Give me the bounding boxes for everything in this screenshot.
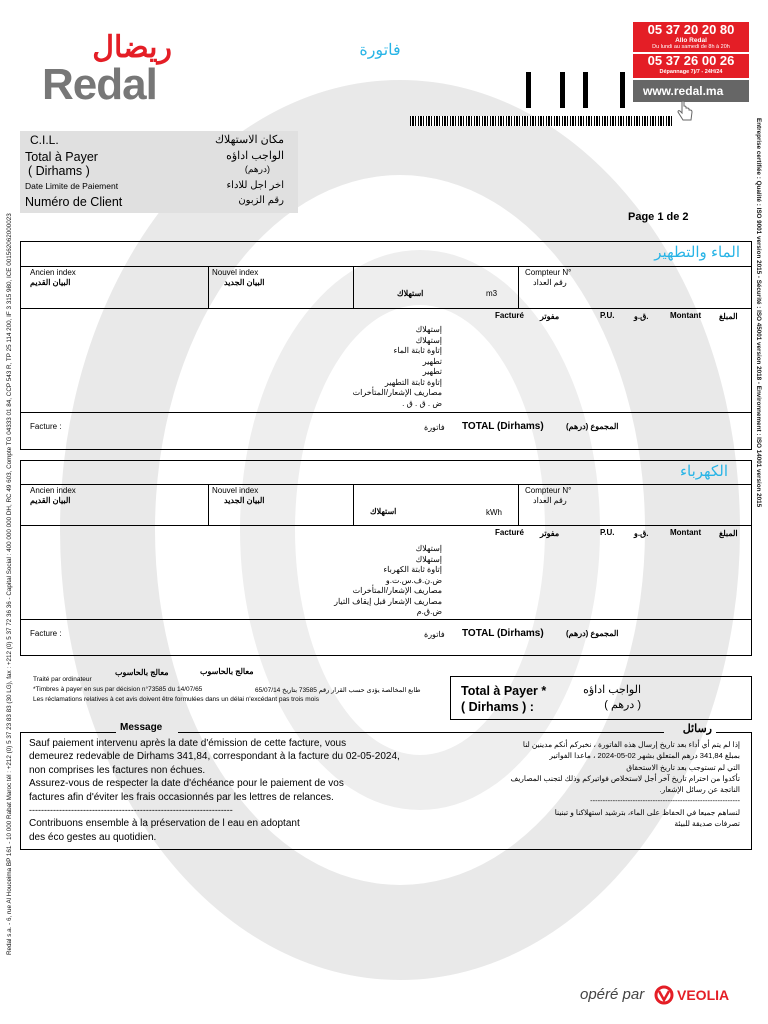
divider [20,525,751,526]
divider [518,266,519,308]
divider [20,266,751,267]
phone-hours-1: Du lundi au samedi de 8h à 20h [652,44,730,50]
due-date-label-ar: اخر اجل للاداء [226,180,284,191]
total-payable-label-ar-sub: ( درهم ) [604,699,641,711]
contact-phone-box-2 [633,54,749,78]
message-line-ar: التي لم تستوجب بعد تاريخ الاستحقاق [626,762,740,772]
cil-label: C.I.L. [30,133,59,147]
water-meter-label-ar: رقم العداد [533,278,567,287]
logo-latin: Redal [42,60,157,109]
computer-processed-note-ar: معالج بالحاسوب [115,668,169,677]
water-col-billed-ar: مفوتر [540,312,560,321]
message-line-ar: لنساهم جميعا في الحفاظ على الماء، بترشيد استهلاكنا و تبنينا [554,807,740,817]
water-old-index-label: Ancien index [30,268,76,277]
divider [20,484,751,485]
water-old-index-label-ar: البيان القديم [30,278,71,287]
divider [20,412,751,413]
electricity-old-index-label: Ancien index [30,486,76,495]
divider [716,732,751,733]
side-legal-text: Redal s.a. - 6, rue Al Houceima BP 161 - 10 000 Rabat Maroc tél : +212 (0) 5 37 23 83 83 (30 LG), fax : +212 (0) 5 37 72 36 36 - Capital Social : 400 000 000 DH, RC 49 603, Compte TG 04333 01 84, CCP 543 R, TP 25 114 200, IF 3 315 980, ICE 001562062000023 [6,213,13,955]
operator-prefix: opéré par [580,986,645,1003]
document-title: فاتورة [359,42,401,59]
water-line-items [300,325,442,409]
divider [20,308,751,309]
message-line: Sauf paiement intervenu après la date d'émission de cette facture, vous [29,738,347,749]
list-item: مصاريف الإشعار/المتأخرات [352,586,442,595]
electricity-total-label: TOTAL (Dirhams) [462,628,544,639]
total-label-sub: ( Dirhams ) [28,164,90,178]
client-info-box [20,131,298,213]
list-item: ض.ن.ف.س.ت.و [385,575,442,585]
electricity-col-amount: Montant [670,528,702,537]
list-item: مصاريف الإشعار/المتأخرات [352,388,442,397]
message-line: factures afin d'éviter les frais occasionnés par les lettres de relances. [29,791,334,803]
list-item: ض.ق.م [416,607,442,616]
operator-name: VEOLIA [677,987,730,1003]
claims-note: Les réclamations relatives à cet avis doivent être formulées dans un délai n'excédant pas trois mois [33,696,319,703]
message-line-ar: تأكدوا من احترام تاريخ آخر أجل لاستخلاص فواتيركم وذلك لتجنب المصاريف [510,773,740,783]
electricity-consumption-label-ar: استهلاك [370,507,397,516]
phone-number-2: 05 37 26 00 26 [647,53,735,68]
electricity-col-billed-ar: مفوتر [540,529,560,538]
list-item: إستهلاك [415,544,442,553]
total-payable-box [450,676,752,720]
computer-processed-note-ar-2: معالج بالحاسوب [200,667,254,676]
phone-number-1: 05 37 20 20 80 [647,22,735,37]
computer-processed-note: Traité par ordinateur [33,676,92,683]
electricity-old-index-label-ar: البيان القديم [30,496,71,505]
electricity-facture-label: Facture : [30,629,62,638]
message-line-ar: ------------------------------------------------------------ [590,796,740,806]
client-number-label: Numéro de Client [25,195,123,209]
electricity-meter-label: Compteur N° [525,486,572,495]
contact-phone-box-1 [633,22,749,52]
list-item: مصاريف الإشعار قبل إيقاف التيار [334,596,442,606]
divider [20,619,751,620]
water-new-index-label-ar: البيان الجديد [224,278,265,287]
total-label-ar: الواجب اداؤه [226,150,284,162]
total-label-ar-sub: (درهم) [244,164,270,174]
water-consumption-label-ar: استهلاك [397,289,424,298]
website-text: www.redal.ma [643,84,724,98]
total-label: Total à Payer [25,150,98,164]
barcode-large [520,72,632,110]
stamp-note-ar: طابع المخالصة يؤدى حسب القرار رقم 73585 بتاريخ 65/07/14 [255,687,421,694]
list-item: تطهير [422,367,442,376]
electricity-total-label-ar: المجموع (درهم) [566,629,619,638]
logo-arabic: ريضال [92,31,172,64]
message-line: non comprises les factures non échues. [29,764,206,776]
message-line: demeurez redevable de Dirhams 341,84, correspondant à la facture du 02-05-2024, [29,751,400,763]
electricity-unit: kWh [486,508,502,517]
divider [208,266,209,308]
message-french [29,737,400,844]
divider [178,732,664,733]
stamp-note: *Timbres à payer en sus par décision n°73585 du 14/07/65 [33,686,203,693]
electricity-new-index-label-ar: البيان الجديد [224,496,265,505]
message-line-ar: إذا لم يتم أي أداء بعد تاريخ إرسال هذه الفاتورة ، نخبركم أنكم مدينين لنا [522,740,740,749]
electricity-new-index-label: Nouvel index [212,486,259,495]
water-total-label-ar: المجموع (درهم) [566,422,619,431]
total-payable-label-sub: ( Dirhams ) : [461,700,534,714]
operator-credit [578,984,748,1008]
water-col-amount-ar: المبلغ [719,312,738,321]
electricity-meter-label-ar: رقم العداد [533,496,567,505]
water-new-index-label: Nouvel index [212,268,259,277]
list-item: إتاوة ثابتة الماء [393,346,442,355]
cil-label-ar: مكان الاستهلاك [214,134,284,146]
message-arabic [460,739,740,829]
electricity-col-billed: Facturé [495,528,524,537]
water-section-title: الماء والتطهير [654,244,740,261]
water-col-billed: Facturé [495,311,524,320]
electricity-col-amount-ar: المبلغ [719,529,738,538]
total-payable-label: Total à Payer * [461,684,547,698]
electricity-col-pu: P.U. [600,528,615,537]
phone-label-2: Dépannage 7j/7 - 24H/24 [659,69,723,75]
barcode-small [410,116,672,126]
electricity-section-title: الكهرباء [679,463,728,480]
list-item: تطهير [422,356,442,366]
due-date-label: Date Limite de Paiement [25,181,119,191]
list-item: إستهلاك [415,325,442,334]
message-line: -------------------------------------------------------------------- [29,805,233,816]
water-facture-label-ar: فاتورة [424,423,445,432]
electricity-facture-label-ar: فاتورة [424,630,445,639]
message-line: des éco gestes au quotidien. [29,831,157,843]
phone-label-1: Allo Redal [675,37,707,44]
divider [353,484,354,525]
message-line: Contribuons ensemble à la préservation de l eau en adoptant [29,818,300,830]
divider [208,484,209,525]
message-line-ar: بمبلغ 341,84 درهم المتعلق بشهر 02-05-2024 ، ماعدا الفواتير [549,751,740,761]
message-line-ar: تصرفات صديقة للبيئة [674,819,740,829]
divider [353,266,354,308]
list-item: إتاوة ثابتة التطهير [384,377,442,387]
list-item: ض . ق . ق . [402,398,442,408]
message-line: Assurez-vous de respecter la date d'échéance pour le paiement de vos [29,778,344,790]
list-item: إستهلاك [415,335,442,345]
water-unit: m3 [486,289,498,298]
divider [20,732,116,733]
water-col-pu: P.U. [600,311,615,320]
list-item: إستهلاك [415,554,442,564]
water-total-label: TOTAL (Dirhams) [462,421,544,432]
water-col-amount: Montant [670,311,702,320]
page-number: Page 1 de 2 [628,211,689,223]
list-item: إتاوة ثابتة الكهرباء [383,565,442,574]
client-number-label-ar: رقم الزبون [238,195,284,206]
divider [518,484,519,525]
website-box[interactable] [633,80,749,102]
message-line-ar: الناتجة عن رسائل الإشعار. [659,785,740,795]
electricity-line-items [300,544,442,618]
message-title: Message [120,722,163,733]
water-meter-label: Compteur N° [525,268,572,277]
message-title-ar: رسائل [682,723,712,735]
logo [40,30,180,110]
hand-pointer-icon [676,100,696,129]
water-facture-label: Facture : [30,422,62,431]
total-payable-label-ar: الواجب اداؤه [583,684,641,696]
veolia-logo-icon [654,985,674,1010]
water-col-pu-ar: ق.و. [634,312,649,321]
electricity-col-pu-ar: ق.و. [634,529,649,538]
side-certification-text: Entreprise certifiée : Qualité : ISO 9001 version 2015 - Sécurité : ISO 45001 version 2018 - Environnement : ISO 14001 version 2015 [755,118,762,508]
